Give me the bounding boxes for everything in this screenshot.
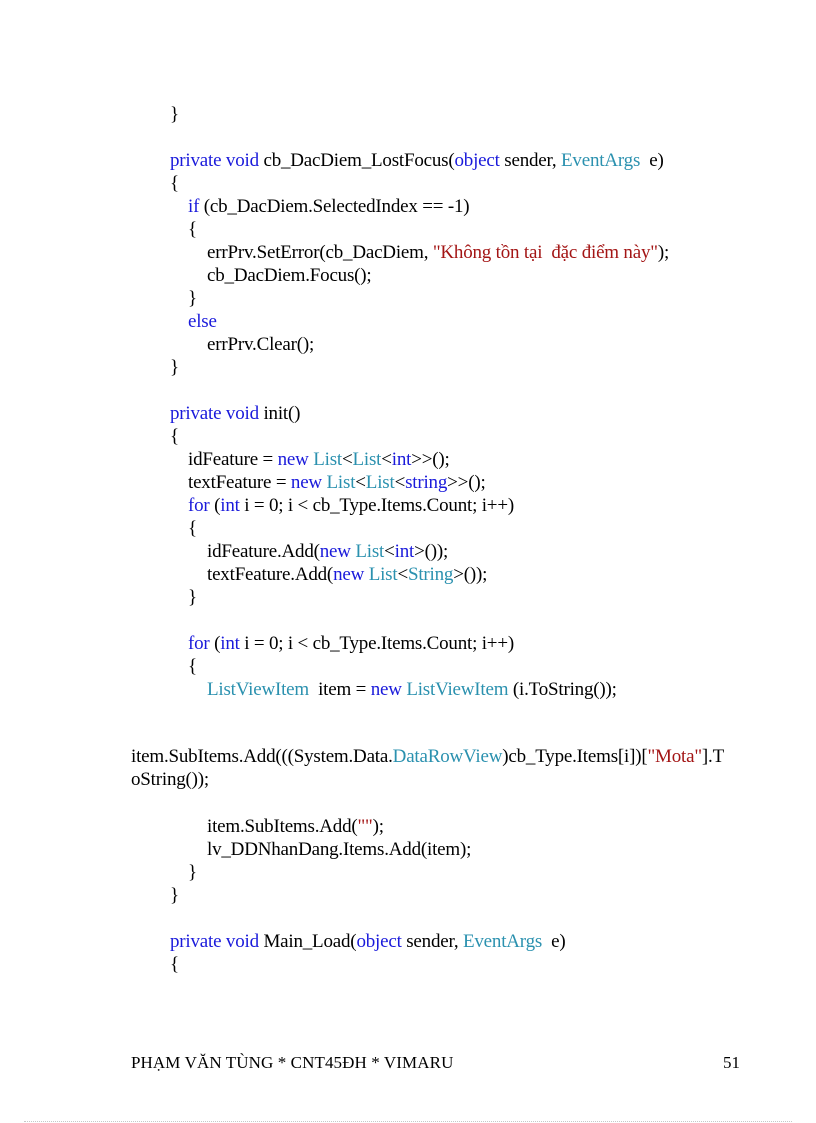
code-keyword: string [405,472,448,493]
code-text: } [170,357,179,378]
code-line [188,449,450,471]
code-text: cb_DacDiem_LostFocus( [258,150,455,171]
code-keyword: new [319,541,351,562]
code-line [207,334,314,356]
code-line [188,633,514,655]
code-text: lv_DDNhanDang.Items.Add(item); [207,839,472,860]
code-keyword: private [170,931,222,952]
code-keyword: new [370,679,402,700]
code-text: { [188,656,197,677]
code-line [207,839,471,861]
code-text: idFeature.Add( [207,541,320,562]
code-text: init() [258,403,301,424]
code-text: item = [309,679,371,700]
code-line [188,196,469,218]
code-type: String [407,564,454,585]
code-text: oString()); [131,769,210,790]
code-text: ].T [701,746,724,767]
code-line [207,679,617,701]
code-text: < [381,449,392,470]
code-text: ); [657,242,670,263]
code-line [170,357,179,379]
code-line [170,104,179,126]
code-keyword: else [188,311,217,332]
code-line [170,403,300,425]
code-text: } [188,587,197,608]
code-text: ( [209,633,221,654]
code-type: EventArgs [561,150,641,171]
code-text: textFeature = [188,472,291,493]
code-type: List [368,564,398,585]
code-text: < [394,472,406,493]
code-text: )cb_Type.Items[i])[ [502,746,648,767]
code-text: < [341,449,353,470]
code-text: >>(); [411,449,450,470]
code-keyword: void [225,931,259,952]
code-text: errPrv.Clear(); [207,334,315,355]
code-line [188,495,514,517]
code-string: "Mota" [647,746,702,767]
code-line [188,862,197,884]
code-text: (cb_DacDiem.SelectedIndex == -1) [199,196,470,217]
code-type: List [352,449,382,470]
code-keyword: void [225,403,259,424]
code-line [188,587,197,609]
code-text: i = 0; i < cb_Type.Items.Count; i++) [239,495,514,516]
code-text: textFeature.Add( [207,564,334,585]
code-text: { [170,173,179,194]
code-keyword: void [225,150,259,171]
code-keyword: int [394,541,415,562]
code-text: item.SubItems.Add(((System.Data. [131,746,393,767]
code-line [207,541,448,563]
code-text: } [170,885,179,906]
code-text: (i.ToString()); [508,679,617,700]
code-keyword: private [170,403,222,424]
code-text: < [397,564,408,585]
code-text: idFeature = [188,449,278,470]
code-text: i = 0; i < cb_Type.Items.Count; i++) [239,633,514,654]
code-text: } [188,862,197,883]
code-text: { [170,954,179,975]
code-line [170,931,566,953]
code-text: errPrv.SetError(cb_DacDiem, [207,242,433,263]
code-line [188,219,197,241]
code-keyword: for [188,495,210,516]
code-type: EventArgs [462,931,543,952]
page-number: 51 [723,1053,740,1072]
code-type: ListViewItem [406,679,509,700]
code-text: >>(); [447,472,486,493]
code-type: List [355,541,385,562]
code-keyword: int [391,449,412,470]
footer-author: PHẠM VĂN TÙNG * CNT45ĐH * VIMARU [131,1053,454,1072]
code-text: e) [542,931,566,952]
code-keyword: int [220,633,240,654]
code-text: < [384,541,395,562]
code-keyword: new [333,564,365,585]
code-line [207,816,384,838]
code-line [170,173,179,195]
code-line [188,311,217,333]
code-line [170,885,179,907]
code-line [207,564,487,586]
code-type: ListViewItem [207,679,309,700]
code-line [188,472,486,494]
code-line [188,656,197,678]
code-text: cb_DacDiem.Focus(); [207,265,372,286]
code-text: < [355,472,366,493]
code-line [188,518,197,540]
code-text: } [170,104,179,125]
code-type: List [326,472,356,493]
code-type: List [313,449,342,470]
code-line [170,954,179,976]
code-keyword: object [356,931,402,952]
code-line [131,746,724,768]
code-text: e) [640,150,664,171]
code-line [170,150,664,172]
code-keyword: new [277,449,309,470]
code-keyword: object [454,150,500,171]
code-line [207,242,669,264]
code-keyword: private [170,150,222,171]
code-text: >()); [414,541,449,562]
code-text: { [170,426,179,447]
page-bottom-divider [24,1121,792,1122]
code-text: Main_Load( [258,931,357,952]
code-line [131,769,209,791]
code-text: { [188,518,197,539]
code-text: ( [209,495,221,516]
code-text: item.SubItems.Add( [207,816,358,837]
code-text: { [188,219,197,240]
code-keyword: for [188,633,210,654]
code-text: sender, [401,931,463,952]
code-keyword: new [290,472,322,493]
code-string: "Không tồn tại đặc điểm này" [432,242,658,263]
code-line [188,288,197,310]
code-text: sender, [499,150,562,171]
code-text: } [188,288,197,309]
code-type: List [365,472,395,493]
code-text: ); [372,816,384,837]
code-line [170,426,179,448]
code-string: "" [357,816,373,837]
code-keyword: int [220,495,240,516]
code-keyword: if [188,196,200,217]
code-text: >()); [453,564,488,585]
code-line [207,265,372,287]
code-type: DataRowView [392,746,503,767]
